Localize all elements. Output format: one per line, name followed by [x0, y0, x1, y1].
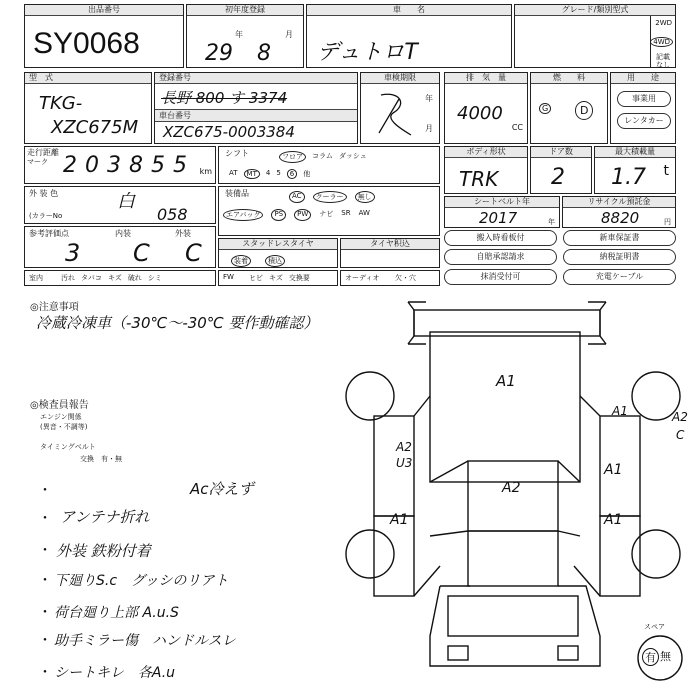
audio-label: オーディオ	[345, 274, 380, 282]
studless-box	[218, 238, 338, 268]
shift-5: 5	[276, 169, 281, 177]
first-registration-label: 初年度登録	[187, 5, 303, 16]
interior-tobacco: タバコ	[81, 274, 102, 282]
reg-number-label: 登録番号	[155, 73, 357, 84]
car-name: デュトロT	[317, 40, 418, 65]
fuel-g: G	[539, 103, 551, 114]
interior-stain: シミ	[147, 274, 162, 282]
doors-box	[530, 146, 592, 194]
equipment-row-2	[223, 209, 370, 221]
drive-none: 記載なし	[656, 53, 670, 69]
chassis-number: XZC675-0003384	[163, 123, 295, 141]
mileage-sub: マーク	[27, 158, 48, 166]
vehicle-diagram	[330, 296, 700, 700]
diagram-mark: A2	[672, 410, 688, 424]
shift-options-1	[279, 151, 367, 163]
equip-ac: AC	[289, 191, 305, 203]
engine-sub: (異音・不調等)	[40, 423, 88, 431]
equipment-box	[218, 186, 440, 236]
fw-crack: ヒビ	[249, 274, 263, 282]
use-box	[610, 72, 676, 144]
interior-dirt: 汚れ	[61, 274, 75, 282]
mileage-digit: 5	[173, 153, 187, 178]
color-sub-label: (カラーNo	[29, 212, 63, 220]
interior-grade: C	[133, 239, 150, 267]
shift-at: AT	[229, 169, 238, 177]
overall-grade: 3	[65, 239, 81, 267]
recycle-box	[562, 196, 676, 228]
exterior-grade-label: 外装	[175, 229, 191, 238]
shift-column: コラム	[312, 152, 333, 160]
seatbelt-label: シートベルト年	[445, 197, 559, 208]
displacement-unit: CC	[511, 123, 523, 132]
notes-text: 冷蔵冷凍車（-30℃～-30℃ 要作動確認）	[36, 314, 319, 332]
equip-pw: PW	[294, 209, 311, 221]
color-code: 058	[157, 205, 188, 224]
model-type-1: TKG-	[39, 93, 83, 114]
interior-grade-label: 内装	[115, 229, 131, 238]
max-load-unit: t	[663, 163, 669, 179]
displacement-label: 排 気 量	[445, 73, 527, 84]
doors-label: ドア数	[531, 147, 591, 158]
color-value: 白	[117, 191, 135, 212]
shift-floor: フロア	[279, 151, 306, 163]
equip-aw: AW	[358, 209, 370, 217]
lot-number: SY0068	[33, 27, 140, 60]
shift-dash: ダッシュ	[338, 152, 367, 160]
mileage-digit: 3	[107, 153, 121, 178]
use-rental: レンタカー	[617, 113, 671, 129]
equip-cooler: クーラー	[313, 191, 347, 203]
mileage-unit: km	[199, 167, 212, 176]
equipment-row-1	[289, 191, 375, 203]
max-load-label: 最大積載量	[595, 147, 675, 158]
equip-airbag: エアバッグ	[223, 209, 263, 221]
seatbelt-unit: 年	[548, 218, 555, 226]
recycle-label: リサイクル預託金	[563, 197, 675, 208]
inspection-label: 車検期限	[361, 73, 439, 84]
shift-mt: MT	[244, 169, 260, 179]
diagram-mark: A1	[612, 404, 628, 418]
mileage-digit: 2	[63, 153, 77, 178]
documents-grid	[444, 230, 676, 286]
spare-value: 有	[642, 648, 659, 666]
max-load-box	[594, 146, 676, 194]
equip-sr: SR	[341, 209, 351, 217]
mileage-digit: 5	[151, 153, 165, 178]
diagram-mark: A2	[502, 480, 521, 496]
first-reg-month: 8	[257, 41, 271, 66]
shift-6: 6	[287, 169, 297, 179]
equip-ps: PS	[271, 209, 286, 221]
notes-label: ◎注意事項	[30, 302, 79, 313]
model-type-2: XZC675M	[51, 117, 139, 138]
fw-row	[218, 270, 338, 286]
shift-other: 他	[303, 170, 311, 178]
fuel-d: D	[575, 101, 593, 120]
shift-4: 4	[265, 169, 271, 177]
spare-none: 無	[660, 650, 671, 663]
mileage-digit: 0	[85, 153, 99, 178]
grade-label: グレード/類別型式	[515, 5, 675, 16]
car-name-label: 車 名	[307, 5, 511, 16]
drive-2wd: 2WD	[655, 19, 672, 27]
engine-label: エンジン関係	[40, 413, 82, 421]
seatbelt-value: 2017	[479, 209, 518, 227]
displacement: 4000	[457, 103, 503, 124]
chassis-label: 車台番号	[159, 111, 191, 120]
interior-tear: 破れ	[127, 274, 142, 282]
doors: 2	[551, 165, 565, 190]
diagram-mark: A1	[604, 462, 623, 478]
recycle-unit: 円	[664, 218, 671, 226]
doc-warranty: 新車保証書	[563, 230, 676, 246]
use-business: 事業用	[617, 91, 671, 107]
grades-label: 参考評価点	[29, 229, 69, 238]
diagram-mark: A1	[604, 512, 623, 528]
model-type-box	[24, 72, 152, 144]
mileage-digits	[59, 153, 191, 178]
studless-loaded: 積込	[265, 255, 285, 267]
fw-replace: 交換要	[288, 274, 310, 282]
first-reg-month-label: 月	[285, 30, 293, 39]
studless-label: スタッドレスタイヤ	[219, 239, 337, 250]
tire-label: タイヤ积込	[341, 239, 439, 250]
inspector-line: アンテナ折れ	[60, 508, 150, 526]
color-label: 外 装 色	[29, 189, 59, 198]
timing-label: タイミングベルト	[40, 443, 96, 451]
fw-scratch: キズ	[269, 274, 283, 282]
audio-damage: 欠・穴	[395, 274, 416, 282]
recycle-value: 8820	[601, 209, 640, 227]
body-shape-label: ボディ形状	[445, 147, 527, 158]
inspection-month-label: 月	[425, 124, 433, 133]
mileage-box	[24, 146, 216, 184]
doc-signboard: 搬入時看板付	[444, 230, 557, 246]
inspector-line: シートキレ 各A.u	[54, 665, 176, 681]
first-reg-year-label: 年	[235, 30, 243, 39]
lot-number-box	[24, 4, 184, 68]
first-registration-box	[186, 4, 304, 68]
diagram-mark: U3	[396, 456, 413, 470]
diagram-mark: A2	[396, 440, 412, 454]
doc-cancel: 抹消受付可	[444, 269, 557, 285]
drive-4wd: 4WD	[650, 37, 673, 47]
diagram-mark: A1	[390, 512, 409, 528]
inspector-line: Ac冷えず	[190, 480, 254, 498]
studless-mounted: 装着	[231, 255, 251, 267]
timing-sub: 交換 有・無	[80, 455, 122, 463]
lot-number-label: 出品番号	[25, 5, 183, 16]
reg-number: 長野 800 す 3374	[161, 89, 288, 107]
registration-box	[154, 72, 358, 144]
seatbelt-box	[444, 196, 560, 228]
mileage-label: 走行距離	[27, 148, 59, 157]
mileage-digit: 8	[129, 153, 143, 178]
shift-options-2	[229, 169, 310, 179]
doc-tax: 納税証明書	[563, 249, 676, 265]
fuel-label: 燃 料	[531, 73, 607, 84]
fw-label: FW	[223, 273, 234, 281]
inspection-year-label: 年	[425, 94, 433, 103]
use-label: 用 途	[611, 73, 675, 84]
model-type-label: 型 式	[25, 73, 151, 84]
first-reg-year: 29	[205, 41, 233, 66]
inspection-scribble	[371, 89, 421, 141]
inspector-line: 下廻りS.c グッシのリアト	[54, 573, 229, 589]
equipment-label: 装備品	[225, 189, 249, 198]
grade-box	[514, 4, 676, 68]
inspector-line: 助手ミラー傷 ハンドルスレ	[54, 633, 236, 649]
car-name-box	[306, 4, 512, 68]
interior-row	[24, 270, 216, 286]
doc-insurance: 自賠承認請求	[444, 249, 557, 265]
interior-scratch: キズ	[107, 274, 122, 282]
interior-row-label: 室内	[29, 274, 43, 282]
displacement-box	[444, 72, 528, 144]
inspection-box	[360, 72, 440, 144]
grades-box	[24, 226, 216, 268]
doc-charge-cable: 充電ケーブル	[563, 269, 676, 285]
inspector-line: 外装 鉄粉付着	[56, 542, 151, 560]
body-shape-box	[444, 146, 528, 194]
fuel-box	[530, 72, 608, 144]
spare-label: スペア	[644, 623, 665, 631]
diagram-mark: C	[676, 428, 685, 442]
inspector-label: ◎検査員報告	[30, 400, 89, 411]
exterior-grade: C	[185, 239, 202, 267]
max-load: 1.7	[611, 165, 646, 190]
diagram-mark: A1	[496, 372, 516, 390]
color-box	[24, 186, 216, 224]
equip-none: 無し	[355, 191, 375, 203]
tire-box	[340, 238, 440, 268]
inspector-line: 荷台廻り上部 A.u.S	[54, 605, 179, 621]
equip-navi: ナビ	[319, 210, 334, 218]
shift-box	[218, 146, 440, 184]
audio-row	[340, 270, 440, 286]
body-shape: TRK	[459, 167, 499, 191]
shift-label: シフト	[225, 149, 249, 158]
